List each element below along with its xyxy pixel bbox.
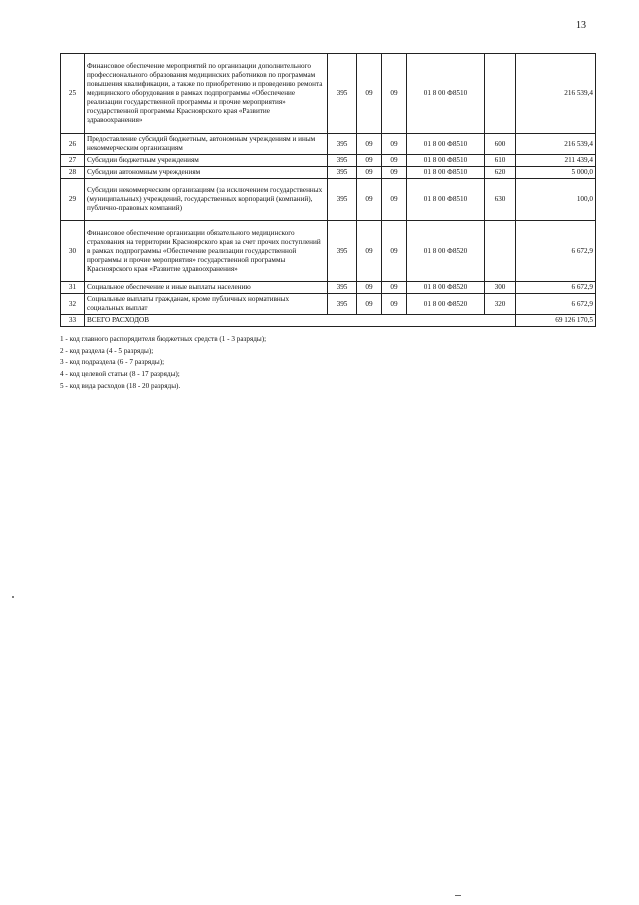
row-number: 27 bbox=[61, 155, 85, 167]
code-2: 09 bbox=[357, 179, 382, 221]
code-3: 09 bbox=[382, 179, 407, 221]
row-description: Предоставление субсидий бюджетным, автономным учреждениям и иным некоммерческим организациям bbox=[85, 134, 328, 155]
footnote: 1 - код главного распорядителя бюджетных средств (1 - 3 разряды); bbox=[60, 335, 267, 343]
code-3: 09 bbox=[382, 167, 407, 179]
row-number: 32 bbox=[61, 294, 85, 315]
footnotes bbox=[60, 334, 266, 393]
code-1: 395 bbox=[328, 179, 357, 221]
row-amount: 6 672,9 bbox=[516, 294, 596, 315]
row-amount: 6 672,9 bbox=[516, 282, 596, 294]
row-amount: 211 439,4 bbox=[516, 155, 596, 167]
code-2: 09 bbox=[357, 294, 382, 315]
code-1: 395 bbox=[328, 134, 357, 155]
row-number: 31 bbox=[61, 282, 85, 294]
code-3: 09 bbox=[382, 155, 407, 167]
code-3: 09 bbox=[382, 221, 407, 282]
footnote: 5 - код вида расходов (18 - 20 разряды). bbox=[60, 381, 181, 390]
table-row bbox=[61, 155, 596, 167]
row-description: Субсидии автономным учреждениям bbox=[85, 167, 328, 179]
code-5: 630 bbox=[485, 179, 516, 221]
row-amount: 5 000,0 bbox=[516, 167, 596, 179]
table-row bbox=[61, 134, 596, 155]
code-2: 09 bbox=[357, 221, 382, 282]
row-description: Финансовое обеспечение организации обязательного медицинского страхования на территории Красноярского края за счет прочих поступлений в рамках подпрограммы «Обеспечение реализации государственной программы и прочие мероприятия» государственной программы Красноярского края «Развитие здравоохранения» bbox=[85, 221, 328, 282]
code-4: 01 8 00 Ф8510 bbox=[407, 54, 485, 134]
table-row bbox=[61, 282, 596, 294]
code-4: 01 8 00 Ф8510 bbox=[407, 155, 485, 167]
code-1: 395 bbox=[328, 155, 357, 167]
code-1: 395 bbox=[328, 221, 357, 282]
code-4: 01 8 00 Ф8520 bbox=[407, 282, 485, 294]
code-1: 395 bbox=[328, 167, 357, 179]
code-4: 01 8 00 Ф8510 bbox=[407, 134, 485, 155]
row-description: Социальные выплаты гражданам, кроме публичных нормативных социальных выплат bbox=[85, 294, 328, 315]
row-number: 28 bbox=[61, 167, 85, 179]
total-amount: 69 126 170,5 bbox=[516, 315, 596, 327]
code-5: 300 bbox=[485, 282, 516, 294]
row-amount: 100,0 bbox=[516, 179, 596, 221]
code-5 bbox=[485, 54, 516, 134]
total-label: ВСЕГО РАСХОДОВ bbox=[85, 315, 516, 327]
expenses-table bbox=[60, 53, 596, 327]
footnote: 3 - код подраздела (6 - 7 разряды); bbox=[60, 358, 165, 367]
code-2: 09 bbox=[357, 167, 382, 179]
page-number: 13 bbox=[576, 20, 586, 31]
code-1: 395 bbox=[328, 54, 357, 134]
code-4: 01 8 00 Ф8520 bbox=[407, 221, 485, 282]
row-description: Финансовое обеспечение мероприятий по организации дополнительного профессионального образования медицинских работников по программам повышения квалификации, а также по приобретению и проведению ремонта медицинского оборудования в рамках подпрограммы «Обеспечение реализации государственной программы и прочие мероприятия» государственной программы Красноярского края «Развитие здравоохранения» bbox=[85, 54, 328, 134]
scan-speck bbox=[12, 596, 14, 598]
code-5: 610 bbox=[485, 155, 516, 167]
row-number: 29 bbox=[61, 179, 85, 221]
row-description: Социальное обеспечение и иные выплаты населению bbox=[85, 282, 328, 294]
code-3: 09 bbox=[382, 282, 407, 294]
code-5: 620 bbox=[485, 167, 516, 179]
table-row bbox=[61, 167, 596, 179]
code-4: 01 8 00 Ф8510 bbox=[407, 167, 485, 179]
row-amount: 216 539,4 bbox=[516, 134, 596, 155]
code-4: 01 8 00 Ф8520 bbox=[407, 294, 485, 315]
code-2: 09 bbox=[357, 134, 382, 155]
code-2: 09 bbox=[357, 54, 382, 134]
code-2: 09 bbox=[357, 155, 382, 167]
code-1: 395 bbox=[328, 294, 357, 315]
code-2: 09 bbox=[357, 282, 382, 294]
row-number: 26 bbox=[61, 134, 85, 155]
scan-speck bbox=[455, 895, 461, 896]
total-row bbox=[61, 315, 596, 327]
code-5: 600 bbox=[485, 134, 516, 155]
code-5 bbox=[485, 221, 516, 282]
footnote: 2 - код раздела (4 - 5 разряды); bbox=[60, 346, 154, 355]
row-amount: 6 672,9 bbox=[516, 221, 596, 282]
row-number: 25 bbox=[61, 54, 85, 134]
code-5: 320 bbox=[485, 294, 516, 315]
table-row bbox=[61, 54, 596, 134]
row-amount: 216 539,4 bbox=[516, 54, 596, 134]
table-row bbox=[61, 221, 596, 282]
row-number: 33 bbox=[61, 315, 85, 327]
code-3: 09 bbox=[382, 294, 407, 315]
code-1: 395 bbox=[328, 282, 357, 294]
row-description: Субсидии бюджетным учреждениям bbox=[85, 155, 328, 167]
row-number: 30 bbox=[61, 221, 85, 282]
code-3: 09 bbox=[382, 134, 407, 155]
code-4: 01 8 00 Ф8510 bbox=[407, 179, 485, 221]
code-3: 09 bbox=[382, 54, 407, 134]
table-row bbox=[61, 294, 596, 315]
table-row bbox=[61, 179, 596, 221]
row-description: Субсидии некоммерческим организациям (за исключением государственных (муниципальных) учреждений, государственных корпораций (компаний), публично-правовых компаний) bbox=[85, 179, 328, 221]
footnote: 4 - код целевой статьи (8 - 17 разряды); bbox=[60, 370, 180, 379]
